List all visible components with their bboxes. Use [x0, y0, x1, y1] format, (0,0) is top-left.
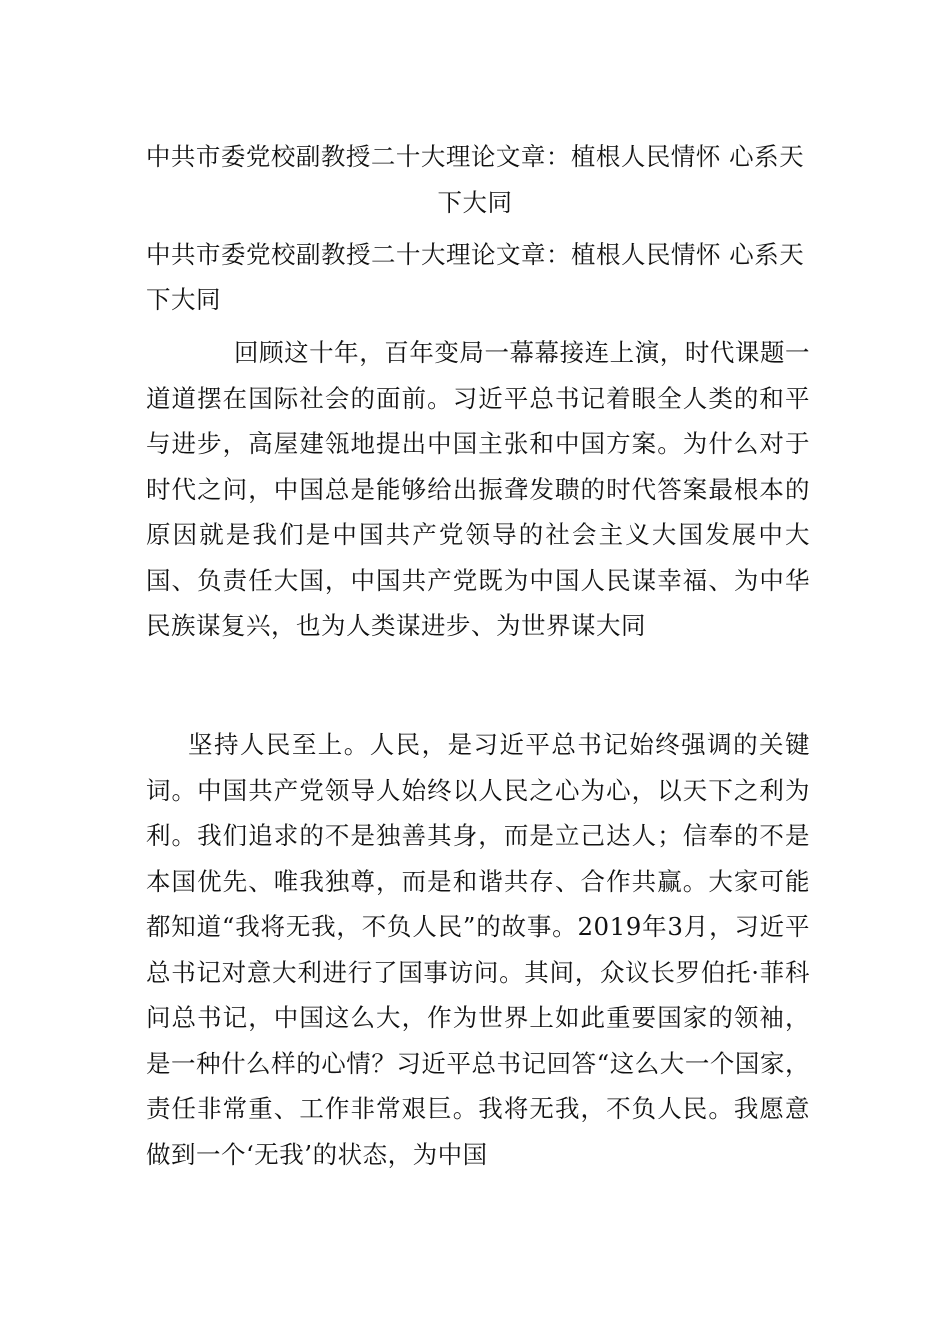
body-paragraph: 坚持人民至上。人民，是习近平总书记始终强调的关键词。中国共产党领导人始终以人民之心为心，以天下之利为利。我们追求的不是独善其身，而是立己达人；信奉的不是本国优先、唯我独尊，而是和谐共存、合作共赢。大家可能都知道“我将无我，不负人民”的故事。2019年3月，习近平总书记对意大利进行了国事访问。其间，众议长罗伯托·菲科问总书记，中国这么大，作为世界上如此重要国家的领袖，是一种什么样的心情？习近平总书记回答“这么大一个国家，责任非常重、工作非常艰巨。我将无我，不负人民。我愿意做到一个‘无我’的状态，为中国 [146, 730, 810, 1169]
document-subtitle: 中共市委党校副教授二十大理论文章：植根人民情怀 心系天下大同 [146, 240, 805, 314]
body-paragraph: 回顾这十年，百年变局一幕幕接连上演，时代课题一道道摆在国际社会的面前。习近平总书记着眼全人类的和平与进步，高屋建瓴地提出中国主张和中国方案。为什么对于时代之问，中国总是能够给出振聋发聩的时代答案最根本的原因就是我们是中国共产党领导的社会主义大国发展中大国、负责任大国，中国共产党既为中国人民谋幸福、为中华民族谋复兴，也为人类谋进步、为世界谋大同 [146, 338, 810, 640]
document-title: 中共市委党校副教授二十大理论文章：植根人民情怀 心系天下大同 [145, 142, 805, 217]
